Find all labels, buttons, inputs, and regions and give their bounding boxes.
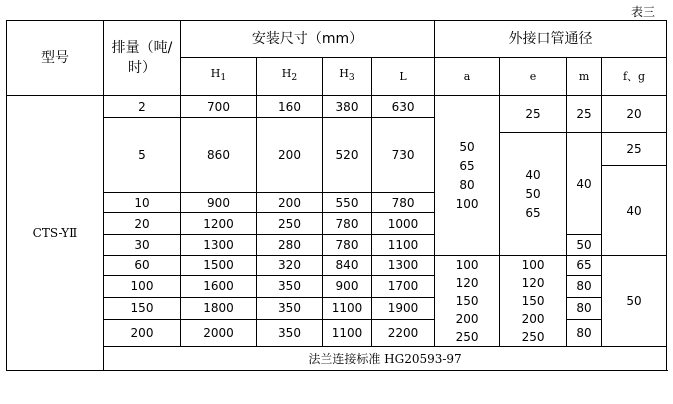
l-cell: 1100 bbox=[372, 235, 435, 256]
port-m-mid: 40 bbox=[567, 133, 602, 235]
port-fg-2: 25 bbox=[602, 133, 667, 166]
header-install-dims: 安装尺寸（mm） bbox=[181, 21, 435, 58]
port-value: 150 bbox=[521, 294, 545, 308]
header-fg: f、g bbox=[602, 58, 667, 96]
l-cell: 1900 bbox=[372, 297, 435, 319]
port-fg-4: 50 bbox=[602, 256, 667, 347]
port-m-60: 65 bbox=[567, 256, 602, 276]
port-value: 65 bbox=[459, 158, 475, 173]
port-e-top: 25 bbox=[500, 96, 567, 133]
capacity-cell: 200 bbox=[104, 319, 181, 346]
port-m-30: 50 bbox=[567, 235, 602, 256]
port-e-large bbox=[500, 256, 567, 347]
specification-table bbox=[6, 20, 667, 371]
h1-cell: 900 bbox=[181, 193, 257, 213]
port-value: 80 bbox=[459, 177, 475, 192]
port-m-150: 80 bbox=[567, 297, 602, 319]
h1-cell: 2000 bbox=[181, 319, 257, 346]
h2-cell: 280 bbox=[257, 235, 323, 256]
port-value: 50 bbox=[525, 186, 541, 201]
port-value: 100 bbox=[521, 258, 545, 272]
h1-cell: 700 bbox=[181, 96, 257, 118]
h3-cell: 520 bbox=[323, 118, 372, 193]
port-a-small bbox=[435, 96, 500, 256]
l-cell: 1300 bbox=[372, 256, 435, 276]
port-value: 250 bbox=[455, 330, 479, 344]
port-value: 120 bbox=[521, 276, 545, 290]
table-number-label: 表三 bbox=[630, 5, 655, 19]
port-m-top: 25 bbox=[567, 96, 602, 133]
h1-cell: 1200 bbox=[181, 213, 257, 235]
l-cell: 1000 bbox=[372, 213, 435, 235]
h3-cell: 900 bbox=[323, 275, 372, 297]
port-value: 50 bbox=[459, 139, 475, 154]
header-h2: $H_2$ bbox=[257, 58, 323, 96]
h2-cell: 200 bbox=[257, 193, 323, 213]
port-value: 200 bbox=[521, 312, 545, 326]
h3-cell: 1100 bbox=[323, 319, 372, 346]
capacity-cell: 20 bbox=[104, 213, 181, 235]
header-capacity: 排量（吨/ 时） bbox=[104, 21, 181, 96]
h2-cell: 250 bbox=[257, 213, 323, 235]
h2-cell: 350 bbox=[257, 275, 323, 297]
header-e: e bbox=[500, 58, 567, 96]
l-cell: 2200 bbox=[372, 319, 435, 346]
l-cell: 1700 bbox=[372, 275, 435, 297]
port-fg-3: 40 bbox=[602, 166, 667, 256]
capacity-cell: 60 bbox=[104, 256, 181, 276]
header-ports: 外接口管通径 bbox=[435, 21, 667, 58]
capacity-cell: 10 bbox=[104, 193, 181, 213]
h2-cell: 160 bbox=[257, 96, 323, 118]
port-value: 200 bbox=[455, 312, 479, 326]
capacity-cell: 2 bbox=[104, 96, 181, 118]
h2-cell: 200 bbox=[257, 118, 323, 193]
capacity-cell: 150 bbox=[104, 297, 181, 319]
h1-cell: 1500 bbox=[181, 256, 257, 276]
port-value: 65 bbox=[525, 205, 541, 220]
port-value: 250 bbox=[521, 330, 545, 344]
h3-cell: 780 bbox=[323, 213, 372, 235]
h2-cell: 350 bbox=[257, 319, 323, 346]
h2-cell: 320 bbox=[257, 256, 323, 276]
header-a: a bbox=[435, 58, 500, 96]
capacity-cell: 30 bbox=[104, 235, 181, 256]
h3-cell: 1100 bbox=[323, 297, 372, 319]
h3-cell: 550 bbox=[323, 193, 372, 213]
port-a-large bbox=[435, 256, 500, 347]
model-name: CTS-YⅡ bbox=[7, 96, 104, 371]
l-cell: 730 bbox=[372, 118, 435, 193]
h1-cell: 1300 bbox=[181, 235, 257, 256]
flange-standard-note: 法兰连接标准 HG20593-97 bbox=[104, 347, 667, 371]
header-m: m bbox=[567, 58, 602, 96]
port-value: 100 bbox=[455, 258, 479, 272]
l-cell: 780 bbox=[372, 193, 435, 213]
h3-cell: 380 bbox=[323, 96, 372, 118]
capacity-cell: 100 bbox=[104, 275, 181, 297]
h1-cell: 860 bbox=[181, 118, 257, 193]
h3-cell: 840 bbox=[323, 256, 372, 276]
header-l: L bbox=[372, 58, 435, 96]
port-value: 40 bbox=[525, 167, 541, 182]
capacity-cell: 5 bbox=[104, 118, 181, 193]
h1-cell: 1600 bbox=[181, 275, 257, 297]
header-h3: $H_3$ bbox=[323, 58, 372, 96]
port-m-100: 80 bbox=[567, 275, 602, 297]
port-e-mid bbox=[500, 133, 567, 256]
port-fg-top: 20 bbox=[602, 96, 667, 133]
l-cell: 630 bbox=[372, 96, 435, 118]
h1-cell: 1800 bbox=[181, 297, 257, 319]
port-m-200: 80 bbox=[567, 319, 602, 346]
header-h1: $H_1$ bbox=[181, 58, 257, 96]
port-value: 100 bbox=[455, 196, 479, 211]
port-value: 150 bbox=[455, 294, 479, 308]
h3-cell: 780 bbox=[323, 235, 372, 256]
h2-cell: 350 bbox=[257, 297, 323, 319]
port-value: 120 bbox=[455, 276, 479, 290]
header-model: 型号 bbox=[7, 21, 104, 96]
